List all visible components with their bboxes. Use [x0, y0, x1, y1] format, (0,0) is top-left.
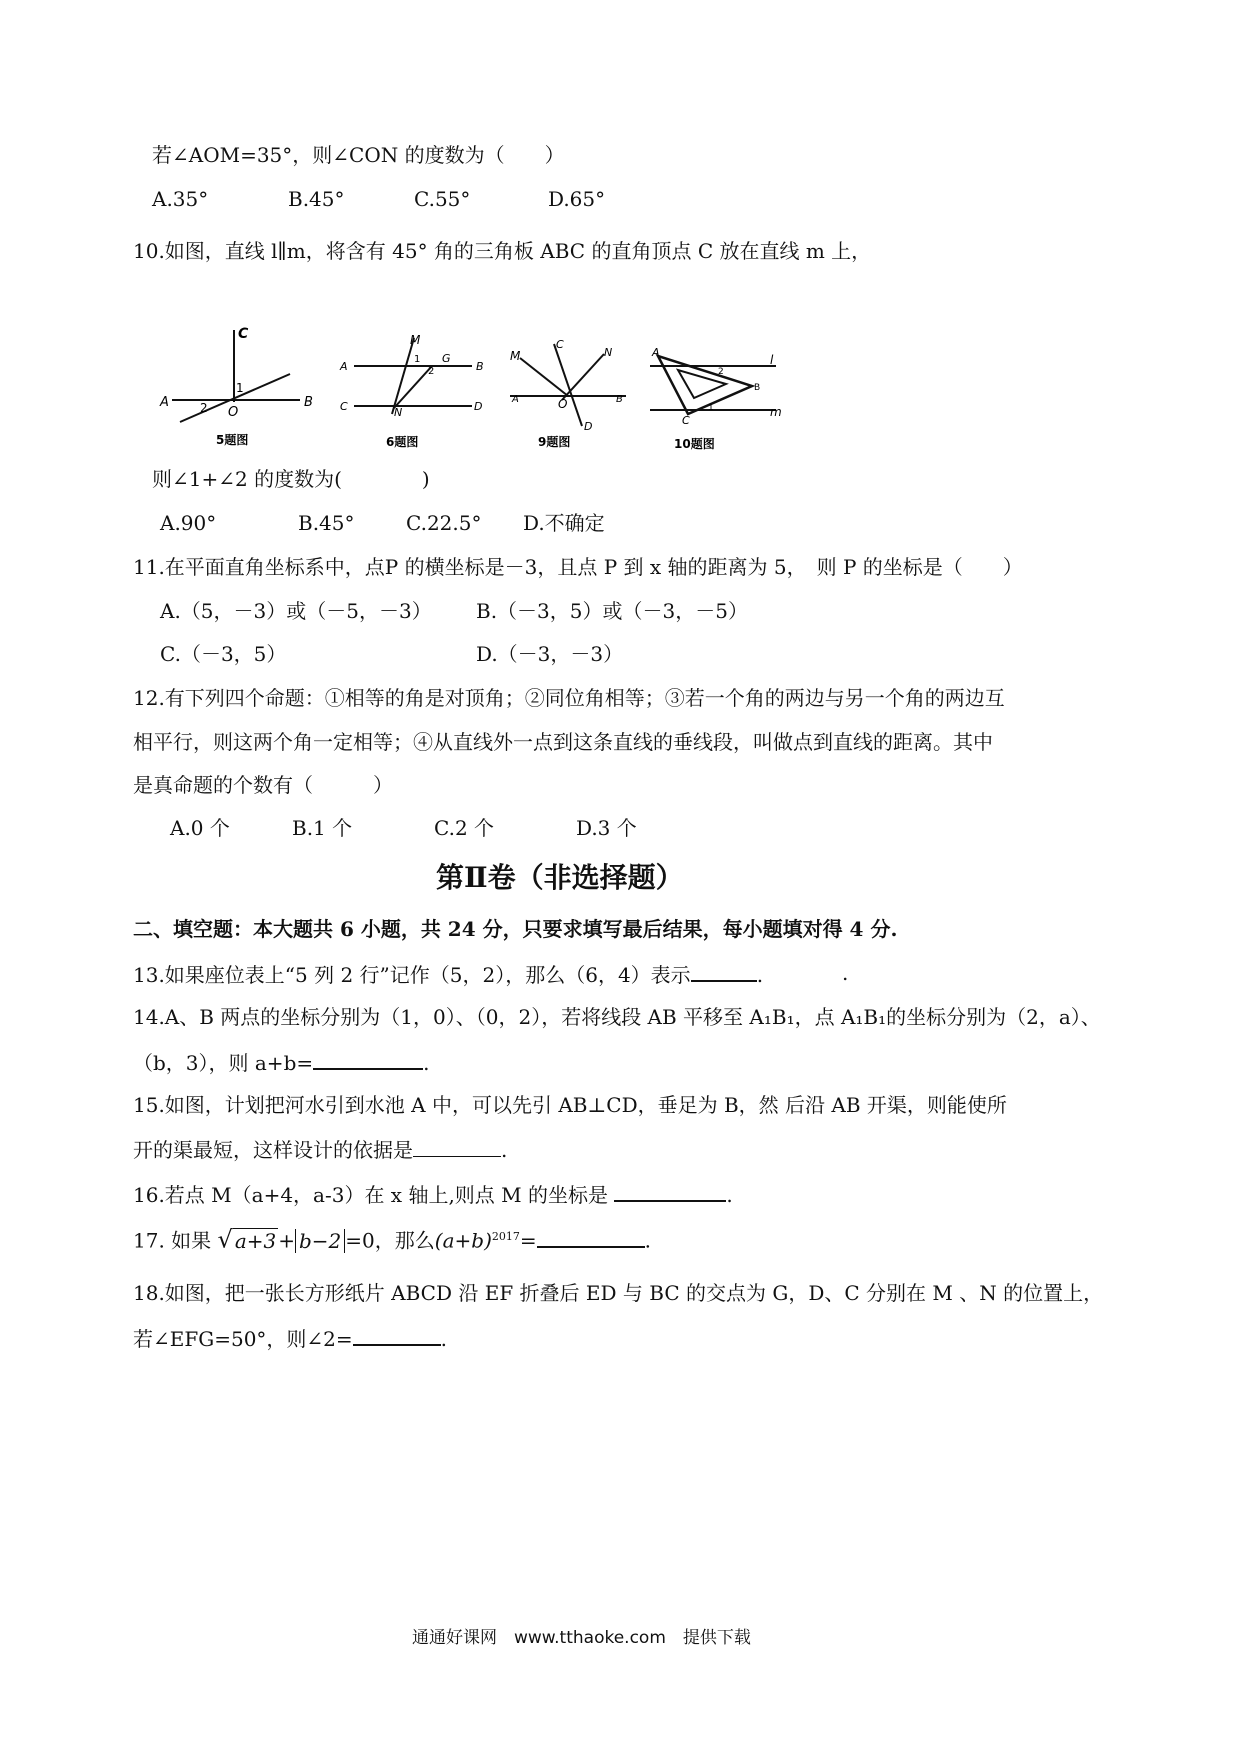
- q9-option-c: C.55°: [414, 187, 471, 211]
- q12-option-d: D.3 个: [576, 816, 637, 840]
- q14-line1: 14.A、B 两点的坐标分别为（1，0）、（0，2），若将线段 AB 平移至 A₁B₁，点 A₁B₁的坐标分别为（2，a）、: [133, 1005, 1101, 1029]
- fig6-label-b: B: [476, 360, 484, 373]
- q16-blank: [614, 1180, 726, 1202]
- q13-end: .: [756, 963, 764, 987]
- fig10-label-m: m: [770, 405, 782, 419]
- q17-prefix: 17. 如果: [133, 1228, 212, 1253]
- q11-option-d: D.（－3，－3）: [476, 642, 624, 666]
- q17-eq: =: [519, 1228, 537, 1253]
- q12-line3: 是真命题的个数有（ ）: [133, 773, 393, 797]
- fig5-caption: 5题图: [216, 433, 249, 447]
- q10-cont: 则∠1+∠2 的度数为( ): [152, 467, 430, 491]
- q10-option-d: D.不确定: [523, 511, 605, 535]
- q12-line2: 相平行，则这两个角一定相等；④从直线外一点到这条直线的垂线段，叫做点到直线的距离。其中: [133, 730, 993, 754]
- fig6-label-n: N: [394, 406, 403, 419]
- q17: [133, 1224, 651, 1254]
- figure-6: [336, 330, 486, 454]
- fig6-caption: 6题图: [386, 435, 419, 449]
- fig10-label-a: A: [652, 346, 660, 359]
- fig6-label-a: A: [340, 360, 348, 373]
- fig9-caption: 9题图: [538, 435, 571, 449]
- q17-end: .: [644, 1228, 651, 1253]
- q16: [133, 1180, 733, 1208]
- figure-9: [500, 334, 640, 456]
- fig6-label-1: 1: [414, 354, 421, 365]
- q14-line2: （b，3），则 a+b=: [133, 1051, 314, 1075]
- q12-option-c: C.2 个: [434, 816, 495, 840]
- q17-abs: b−2: [295, 1229, 345, 1253]
- q15-end: .: [501, 1138, 508, 1162]
- fig9-label-c: C: [556, 338, 564, 351]
- q15-line2: 开的渠最短，这样设计的依据是: [133, 1138, 413, 1162]
- q9-stem: 若∠AOM=35°，则∠CON 的度数为（ ）: [152, 143, 565, 167]
- q13: [133, 960, 763, 988]
- q9-option-b: B.45°: [288, 187, 345, 211]
- fig10-label-1: 1: [708, 403, 714, 413]
- fig5-label-o: O: [228, 405, 239, 420]
- q18-line2-wrap: [133, 1324, 447, 1352]
- fig9-label-b: B: [616, 394, 623, 405]
- fig6-label-m: M: [410, 333, 421, 347]
- q9-option-a: A.35°: [152, 187, 209, 211]
- fig6-label-c: C: [340, 400, 348, 413]
- fig6-label-2: 2: [428, 366, 435, 377]
- q12-option-a: A.0 个: [170, 816, 230, 840]
- footer-credit: 通通好课网 www.tthaoke.com 提供下载: [412, 1628, 751, 1648]
- fig6-label-g: G: [442, 352, 451, 365]
- q17-exponent: 2017: [491, 1230, 520, 1243]
- fig10-label-l: l: [770, 353, 774, 367]
- q10-option-a: A.90°: [160, 511, 217, 535]
- q10-option-b: B.45°: [298, 511, 355, 535]
- fig10-caption: 10题图: [674, 437, 715, 451]
- q17-blank: [537, 1226, 645, 1248]
- q13-blank: [691, 960, 757, 982]
- fig9-label-m: M: [510, 349, 521, 363]
- fig5-label-2: 2: [200, 401, 208, 415]
- q10-stem: 10.如图，直线 l∥m，将含有 45° 角的三角板 ABC 的直角顶点 C 放在直线 m 上，: [133, 239, 872, 263]
- fig5-label-1: 1: [236, 381, 244, 395]
- fig9-label-o: O: [558, 397, 568, 411]
- section-title: 第Ⅱ卷（非选择题）: [436, 861, 684, 894]
- section-header: 二、填空题：本大题共 6 小题，共 24 分，只要求填写最后结果，每小题填对得 4 分.: [133, 917, 898, 941]
- q16-text: 16.若点 M（a+4，a-3）在 x 轴上,则点 M 的坐标是: [133, 1183, 608, 1207]
- q13-dot: .: [842, 961, 849, 985]
- fig5-label-c: C: [238, 326, 249, 342]
- q15-line1: 15.如图，计划把河水引到水池 A 中，可以先引 AB⊥CD，垂足为 B，然 后沿 AB 开渠，则能使所: [133, 1093, 1007, 1117]
- q18-blank: [353, 1324, 441, 1346]
- figure-10: [644, 340, 794, 456]
- q12-option-b: B.1 个: [292, 816, 353, 840]
- sqrt-icon: √: [217, 1225, 233, 1254]
- q15-line2-wrap: [133, 1136, 507, 1163]
- q11-stem: 11.在平面直角坐标系中，点P 的横坐标是－3，且点 P 到 x 轴的距离为 5， 则 P 的坐标是（ ）: [133, 555, 1023, 579]
- q17-radicand: a+3: [234, 1228, 277, 1253]
- q11-option-b: B.（－3，5）或（－3，－5）: [476, 599, 748, 623]
- q17-base: (a+b): [434, 1228, 492, 1253]
- fig9-label-d: D: [584, 420, 593, 433]
- q18-line1: 18.如图，把一张长方形纸片 ABCD 沿 EF 折叠后 ED 与 BC 的交点为 G，D、C 分别在 M 、N 的位置上，: [133, 1281, 1104, 1305]
- q10-option-c: C.22.5°: [406, 511, 482, 535]
- figure-5: [158, 322, 328, 450]
- fig9-label-n: N: [604, 346, 613, 359]
- q13-text: 13.如果座位表上“5 列 2 行”记作（5，2），那么（6，4）表示: [133, 963, 691, 987]
- fig10-label-c: C: [682, 414, 690, 427]
- q14-line2-wrap: [133, 1048, 430, 1076]
- fig10-label-b: B: [754, 383, 761, 393]
- fig6-label-d: D: [474, 400, 483, 413]
- q14-end: .: [423, 1051, 430, 1075]
- fig9-label-a: A: [512, 394, 519, 405]
- q15-blank: [413, 1136, 501, 1157]
- q16-end: .: [726, 1183, 733, 1207]
- fig10-label-2: 2: [718, 367, 724, 377]
- q11-option-c: C.（－3，5）: [160, 642, 287, 666]
- fig5-label-a: A: [160, 395, 169, 410]
- q17-eq0: =0，那么: [345, 1228, 435, 1253]
- q18-end: .: [440, 1327, 448, 1351]
- fig5-label-b: B: [304, 395, 313, 410]
- q18-line2: 若∠EFG=50°，则∠2=: [133, 1327, 353, 1351]
- q17-plus: +: [278, 1228, 295, 1253]
- q9-option-d: D.65°: [548, 187, 606, 211]
- q12-line1: 12.有下列四个命题：①相等的角是对顶角；②同位角相等；③若一个角的两边与另一个角的两边互: [133, 686, 1005, 710]
- q14-blank: [313, 1048, 423, 1070]
- q11-option-a: A.（5，－3）或（－5，－3）: [160, 599, 432, 623]
